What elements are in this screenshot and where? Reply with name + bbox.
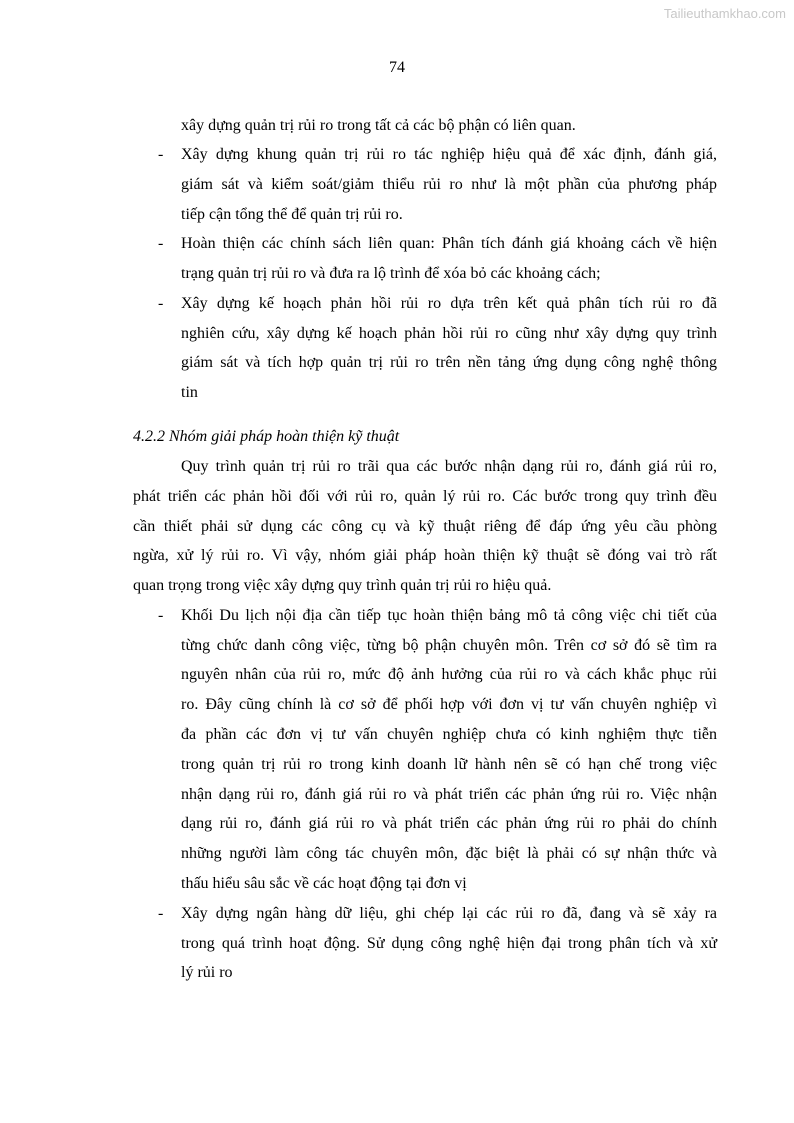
watermark: Tailieuthamkhao.com xyxy=(663,6,786,21)
bullet-line: Xây dựng ngân hàng dữ liệu, ghi chép lại các rủi ro đã, đang và sẽ xảy ra xyxy=(181,905,717,922)
bullet-line: giám sát và kiểm soát/giảm thiểu rủi ro như là một phần của phương pháp xyxy=(181,176,717,193)
bullet-line: đa phần các đơn vị tư vấn chuyên nghiệp chưa có kinh nghiệm thực tiễn xyxy=(181,726,717,743)
paragraph-line: ngừa, xử lý rủi ro. Vì vậy, nhóm giải pháp hoàn thiện kỹ thuật sẽ đóng vai trò rất xyxy=(133,547,717,564)
bullet-dash: - xyxy=(158,905,164,922)
bullet-line: nhận dạng rủi ro, đánh giá rủi ro và phát triển các phản ứng rủi ro. Việc nhận xyxy=(181,786,717,803)
bullet-line: nghiên cứu, xây dựng kế hoạch phản hồi rủi ro cũng như xây dựng quy trình xyxy=(181,325,717,342)
paragraph-line: Quy trình quản trị rủi ro trãi qua các bước nhận dạng rủi ro, đánh giá rủi ro, xyxy=(181,458,717,475)
bullet-line: trạng quản trị rủi ro và đưa ra lộ trình để xóa bỏ các khoảng cách; xyxy=(181,265,601,282)
bullet-line: nguyên nhân của rủi ro, mức độ ảnh hưởng của rủi ro và cách khắc phục rủi xyxy=(181,666,717,683)
bullet-line: Hoàn thiện các chính sách liên quan: Phân tích đánh giá khoảng cách về hiện xyxy=(181,235,717,252)
bullet-line: trong quá trình hoạt động. Sử dụng công nghệ hiện đại trong phân tích và xử xyxy=(181,935,717,952)
paragraph-line: cần thiết phải sử dụng các công cụ và kỹ thuật riêng để đáp ứng yêu cầu phòng xyxy=(133,518,717,535)
bullet-dash: - xyxy=(158,235,164,252)
bullet-line: Xây dựng kế hoạch phản hồi rủi ro dựa trên kết quả phân tích rủi ro đã xyxy=(181,295,717,312)
bullet-line: dạng rủi ro, đánh giá rủi ro và phát triển các phản ứng rủi ro phải do chính xyxy=(181,815,717,832)
paragraph-line: phát triển các phản hồi đối với rủi ro, quản lý rủi ro. Các bước trong quy trình đều xyxy=(133,488,717,505)
bullet-line: lý rủi ro xyxy=(181,964,233,981)
bullet-line: Xây dựng khung quản trị rủi ro tác nghiệp hiệu quả để xác định, đánh giá, xyxy=(181,146,717,163)
bullet-line: trong quản trị rủi ro trong kinh doanh lữ hành nên sẽ có hạn chế trong việc xyxy=(181,756,717,773)
bullet-line: những người làm công tác chuyên môn, đặc biệt là phải có sự nhận thức và xyxy=(181,845,717,862)
continuation-line: xây dựng quản trị rủi ro trong tất cả các bộ phận có liên quan. xyxy=(181,117,576,134)
bullet-dash: - xyxy=(158,295,164,312)
bullet-line: Khối Du lịch nội địa cần tiếp tục hoàn thiện bảng mô tả công việc chi tiết của xyxy=(181,607,717,624)
bullet-dash: - xyxy=(158,607,164,624)
bullet-line: thấu hiểu sâu sắc về các hoạt động tại đơn vị xyxy=(181,875,467,892)
section-heading: 4.2.2 Nhóm giải pháp hoàn thiện kỹ thuật xyxy=(133,428,400,445)
bullet-line: tin xyxy=(181,384,198,401)
paragraph-line: quan trọng trong việc xây dựng quy trình quản trị rủi ro hiệu quả. xyxy=(133,577,552,594)
bullet-line: tiếp cận tổng thể để quản trị rủi ro. xyxy=(181,206,403,223)
bullet-line: ro. Đây cũng chính là cơ sở để phối hợp với đơn vị tư vấn chuyên nghiệp vì xyxy=(181,696,717,713)
page-number: 74 xyxy=(389,59,405,76)
bullet-dash: - xyxy=(158,146,164,163)
bullet-line: giám sát và tích hợp quản trị rủi ro trên nền tảng ứng dụng công nghệ thông xyxy=(181,354,717,371)
bullet-line: từng chức danh công việc, từng bộ phận chuyên môn. Trên cơ sở đó sẽ tìm ra xyxy=(181,637,717,654)
